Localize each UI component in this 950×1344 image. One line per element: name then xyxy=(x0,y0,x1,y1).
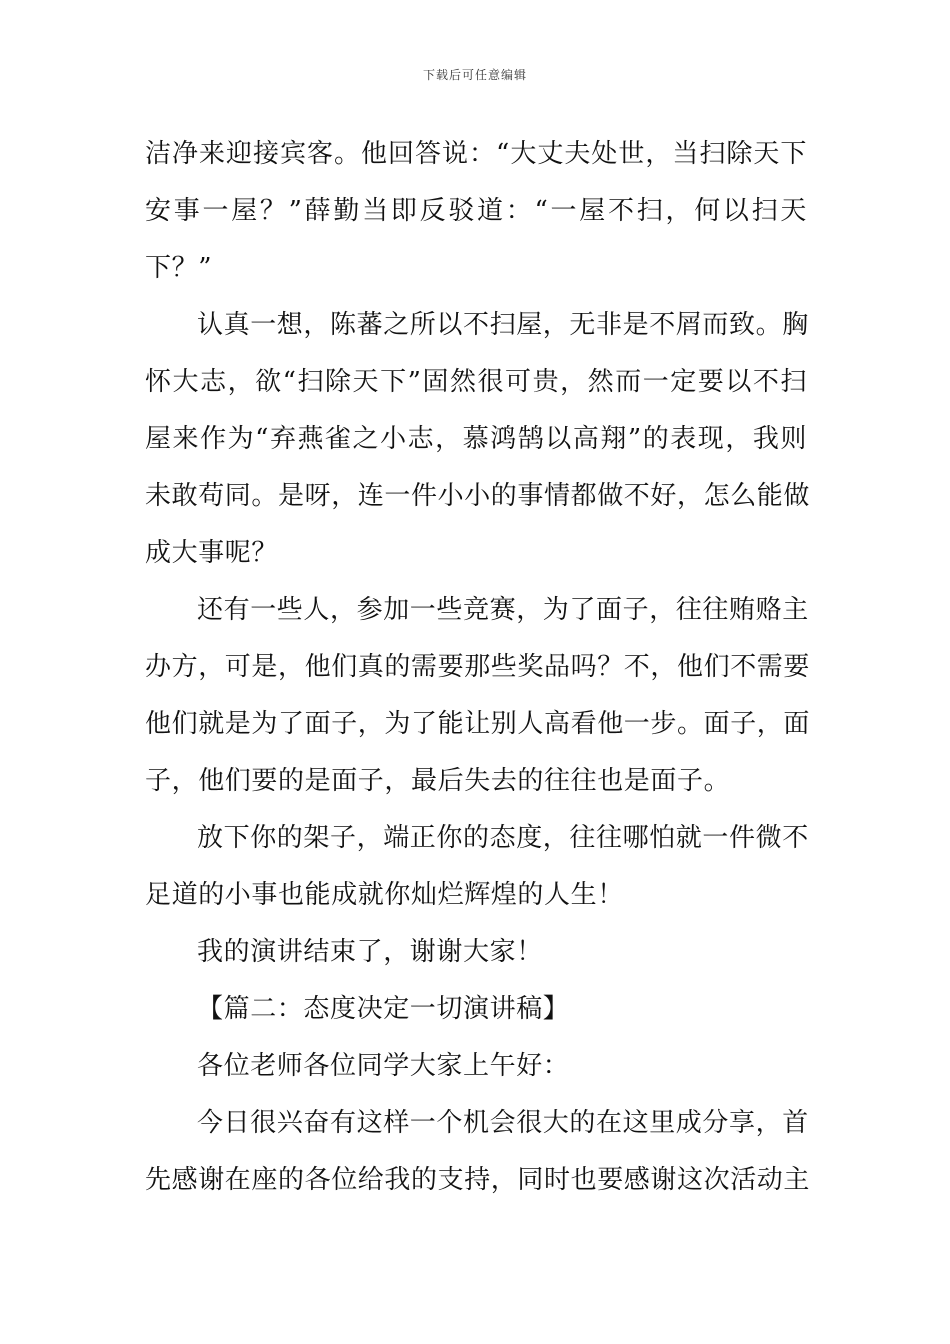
text-line: 足道的小事也能成就你灿烂辉煌的人生！ xyxy=(145,880,624,910)
paragraph-first-line: 认真一想，陈蕃之所以不扫屋，无非是不屑而致。胸 xyxy=(197,310,809,340)
text-line: 洁净来迎接宾客。他回答说：“大丈夫处世，当扫除天下 xyxy=(145,139,807,169)
section-heading: 【篇二：态度决定一切演讲稿】 xyxy=(197,994,570,1024)
text-line: 先感谢在座的各位给我的支持，同时也要感谢这次活动主 xyxy=(145,1165,811,1195)
text-line: 未敢苟同。是呀，连一件小小的事情都做不好，怎么能做 xyxy=(145,481,811,511)
text-line: 屋来作为“弃燕雀之小志，慕鸿鹄以高翔”的表现，我则 xyxy=(145,424,807,454)
text-line: 办方，可是，他们真的需要那些奖品吗？不，他们不需要 xyxy=(145,652,811,682)
page-header: 下载后可任意编辑 xyxy=(422,68,527,82)
paragraph-first-line: 今日很兴奋有这样一个机会很大的在这里成分享，首 xyxy=(197,1108,809,1138)
text-line: 子，他们要的是面子，最后失去的往往也是面子。 xyxy=(145,766,731,796)
text-line: 下？” xyxy=(145,253,213,283)
greeting-line: 各位老师各位同学大家上午好： xyxy=(197,1051,570,1081)
text-line: 安事一屋？”薛勤当即反驳道：“一屋不扫，何以扫天 xyxy=(145,196,807,226)
closing-line: 我的演讲结束了，谢谢大家！ xyxy=(197,937,543,967)
paragraph-first-line: 放下你的架子，端正你的态度，往往哪怕就一件微不 xyxy=(197,823,809,853)
text-line: 怀大志，欲“扫除天下”固然很可贵，然而一定要以不扫 xyxy=(145,367,807,397)
text-line: 成大事呢？ xyxy=(145,538,279,568)
text-line: 他们就是为了面子，为了能让别人高看他一步。面子，面 xyxy=(145,709,811,739)
document-body xyxy=(145,126,811,1209)
paragraph-first-line: 还有一些人，参加一些竞赛，为了面子，往往贿赂主 xyxy=(197,595,809,625)
